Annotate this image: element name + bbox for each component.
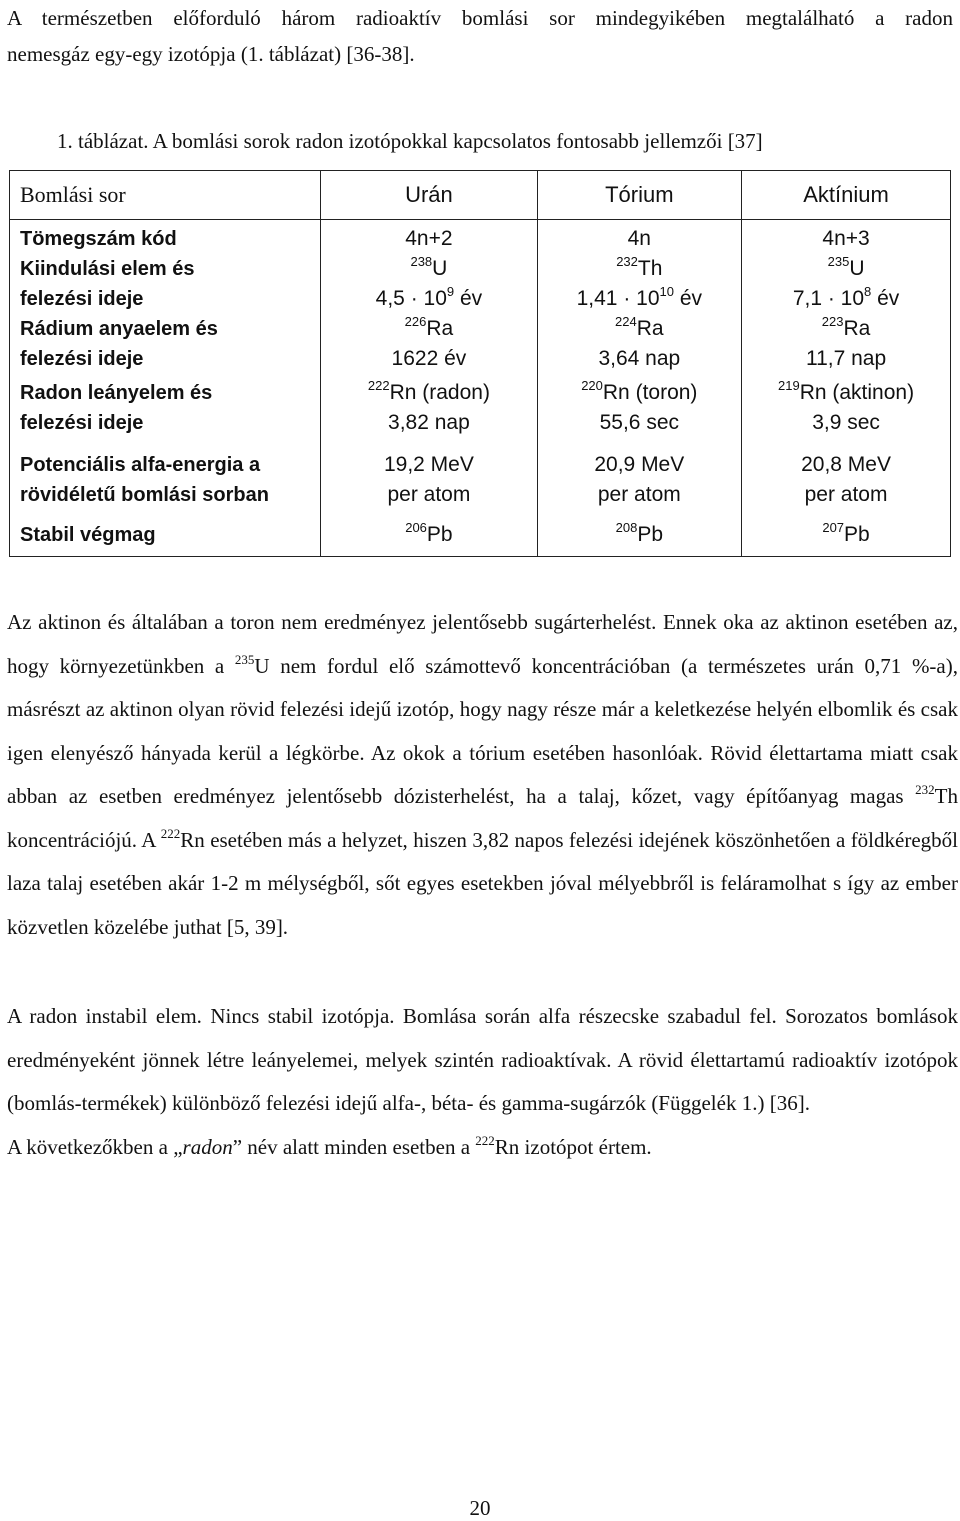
row-label-mass-code: Tömegszám kód [10, 224, 321, 254]
cell-mass-code-thorium: 4n [537, 224, 742, 254]
cell-parent-uranium: $^{238}$U $4,5 \cdot 10^9$ év [321, 254, 537, 314]
table-header-row [10, 171, 951, 220]
cell-radon-thorium: $^{220}$Rn (toron) 55,6 sec [537, 374, 742, 438]
cell-alpha-actinium: 20,8 MeV per atom [742, 438, 951, 510]
cell-stable-actinium: $^{207}$Pb [742, 510, 951, 557]
cell-mass-code-actinium: 4n+3 [742, 224, 951, 254]
table-row-radon [10, 374, 951, 438]
table-row-mass-code [10, 224, 951, 254]
intro-line-2: nemesgáz egy-egy izotópja (1. táblázat) [36-38]. [7, 42, 415, 66]
row-label-alpha-energy: Potenciális alfa-energia a rövidéletű bomlási sorban [10, 438, 321, 510]
header-actinium: Aktínium [742, 171, 951, 220]
body-paragraph-3: A következőkben a „radon” név alatt minden esetben a $^{222}$Rn izotópot értem. [7, 1132, 652, 1159]
cell-radium-uranium: $^{226}$Ra 1622 év [321, 314, 537, 374]
cell-alpha-thorium: 20,9 MeV per atom [537, 438, 742, 510]
cell-radium-actinium: $^{223}$Ra 11,7 nap [742, 314, 951, 374]
table-row-alpha-energy [10, 438, 951, 510]
row-label-radon: Radon leányelem és felezési ideje [10, 374, 321, 438]
header-decay-series: Bomlási sor [10, 171, 321, 220]
intro-line-1: A természetben előforduló három radioaktív bomlási sor mindegyikében megtalálható a radon [7, 6, 953, 30]
cell-radium-thorium: $^{224}$Ra 3,64 nap [537, 314, 742, 374]
cell-stable-thorium: $^{208}$Pb [537, 510, 742, 557]
body-paragraph-1: Az aktinon és általában a toron nem eredményez jelentősebb sugárterhelést. Ennek oka az aktinon esetében az, hogy környezetünkben a $^{235}$U nem fordul elő számottevő koncentrációban (a természetes urán 0,71 %-a), másrészt az aktinon olyan rövid felezési idejű izotóp, hogy nagy része már a keletkezése helyén elbomlik és csak igen elenyésző hányada kerül a légkörbe. Az okok a tórium esetében hasonlóak. Rövid élettartama miatt csak abban az esetben eredményez jelentősebb dózisterhelést, ha a talaj, kőzet, vagy építőanyag magas $^{232}$Th koncentrációjú. A $^{222}$Rn esetében más a helyzet, hiszen 3,82 napos felezési idejének köszönhetően a földkéregből laza talaj esetében akár 1-2 m mélységből, sőt egyes esetekben jóval mélyebbről is feláramolhat s így az ember közvetlen közelébe juthat [5, 39]. [7, 610, 958, 939]
table-row-radium [10, 314, 951, 374]
cell-alpha-uranium: 19,2 MeV per atom [321, 438, 537, 510]
table-caption: 1. táblázat. A bomlási sorok radon izotópokkal kapcsolatos fontosabb jellemzői [37] [57, 129, 763, 153]
row-label-radium: Rádium anyaelem és felezési ideje [10, 314, 321, 374]
header-thorium: Tórium [537, 171, 742, 220]
table-row-stable [10, 510, 951, 557]
body-paragraphs-2-3 [7, 995, 958, 1169]
row-label-stable: Stabil végmag [10, 510, 321, 557]
cell-parent-thorium: $^{232}$Th $1,41 \cdot 10^{10}$ év [537, 254, 742, 314]
page-number: 20 [469, 1496, 491, 1520]
table-row-parent [10, 254, 951, 314]
body-paragraph-2: A radon instabil elem. Nincs stabil izotópja. Bomlása során alfa részecske szabadul fel. Sorozatos bomlások eredményeként jönnek létre leányelemei, melyek szintén radioaktívak. A rövid élettartamú radioaktív izotópok (bomlás-termékek) különböző felezési idejű alfa-, béta- és gamma-sugárzók (Függelék 1.) [36]. [7, 1004, 958, 1115]
cell-radon-uranium: $^{222}$Rn (radon) 3,82 nap [321, 374, 537, 438]
cell-parent-actinium: $^{235}$U $7,1 \cdot 10^8$ év [742, 254, 951, 314]
intro-paragraph [7, 0, 953, 72]
header-uranium: Urán [321, 171, 537, 220]
radon-table [9, 170, 951, 557]
cell-stable-uranium: $^{206}$Pb [321, 510, 537, 557]
cell-radon-actinium: $^{219}$Rn (aktinon) 3,9 sec [742, 374, 951, 438]
cell-mass-code-uranium: 4n+2 [321, 224, 537, 254]
row-label-parent: Kiindulási elem és felezési ideje [10, 254, 321, 314]
